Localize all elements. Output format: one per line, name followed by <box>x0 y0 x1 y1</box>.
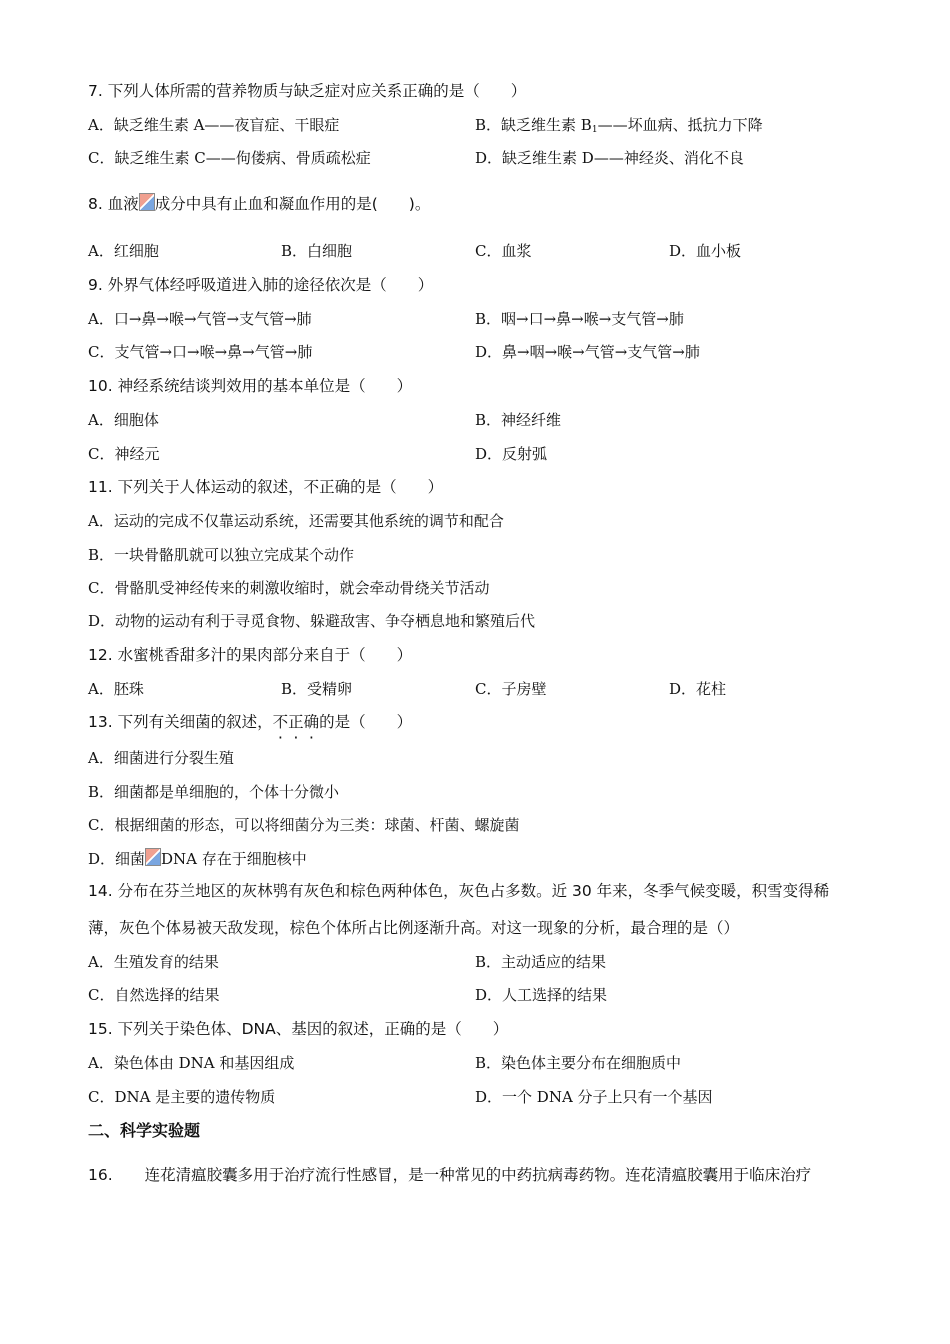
question-number: 15. <box>88 1020 113 1038</box>
q13-option-c: C．根据细菌的形态，可以将细菌分为三类：球菌、杆菌、螺旋菌 <box>88 816 520 834</box>
broken-image-icon <box>139 193 155 211</box>
q11-option-a: A．运动的完成不仅靠运动系统，还需要其他系统的调节和配合 <box>88 512 504 530</box>
q8-option-a: A．红细胞 <box>88 242 159 260</box>
q9-option-d: D．鼻→咽→喉→气管→支气管→肺 <box>475 343 700 361</box>
q7-option-b: B．缺乏维生素 $B_1——$坏血病、抵抗力下降 <box>475 116 763 135</box>
question-number: 9. <box>88 276 103 294</box>
q10-option-c: C．神经元 <box>88 445 160 463</box>
q8-option-d: D．血小板 <box>669 242 742 260</box>
q14-option-b: B．主动适应的结果 <box>475 953 607 971</box>
q12-option-d: D．花柱 <box>669 680 727 698</box>
question-number: 10. <box>88 377 113 395</box>
question-13-stem: 13. 下列有关细菌的叙述，不正确的是（ ） <box>88 713 413 731</box>
question-7-stem: 7. 下列人体所需的营养物质与缺乏症对应关系正确的是（ ） <box>88 82 527 100</box>
question-14-stem: 14. 分布在芬兰地区的灰林鸮有灰色和棕色两种体色，灰色占多数。近 30 年来，冬季气候变暖，积雪变得稀 <box>88 882 830 900</box>
emphasis-char: 正 <box>288 713 304 731</box>
q7-option-d: D．缺乏维生素 D——神经炎、消化不良 <box>475 149 744 167</box>
q9-option-a: A．口→鼻→喉→气管→支气管→肺 <box>88 310 312 328</box>
q15-option-a: A．染色体由 DNA 和基因组成 <box>88 1054 295 1072</box>
q14-option-d: D．人工选择的结果 <box>475 986 608 1004</box>
q10-option-d: D．反射弧 <box>475 445 548 463</box>
question-14-stem-cont: 薄，灰色个体易被天敌发现，棕色个体所占比例逐渐升高。对这一现象的分析，最合理的是（） <box>88 919 740 937</box>
q13-option-b: B．细菌都是单细胞的，个体十分微小 <box>88 783 340 801</box>
q9-option-b: B．咽→口→鼻→喉→支气管→肺 <box>475 310 684 328</box>
q11-option-d: D．动物的运动有利于寻觅食物、躲避敌害、争夺栖息地和繁殖后代 <box>88 612 536 630</box>
q12-option-a: A．胚珠 <box>88 680 144 698</box>
question-number: 14. <box>88 882 113 900</box>
q8-option-b: B．白细胞 <box>281 242 353 260</box>
section-heading: 二、科学实验题 <box>88 1121 201 1140</box>
q7-option-a: A．缺乏维生素 A——夜盲症、干眼症 <box>88 116 340 134</box>
q11-option-c: C．骨骼肌受神经传来的刺激收缩时，就会牵动骨绕关节活动 <box>88 579 490 597</box>
q7-option-c: C．缺乏维生素 C——佝偻病、骨质疏松症 <box>88 149 371 167</box>
q15-option-c: C．DNA 是主要的遗传物质 <box>88 1088 276 1106</box>
question-number: 16. <box>88 1166 113 1184</box>
q10-option-b: B．神经纤维 <box>475 411 562 429</box>
question-16-stem: 16. 连花清瘟胶囊多用于治疗流行性感冒，是一种常见的中药抗病毒药物。连花清瘟胶囊用于临床治疗 <box>88 1166 812 1184</box>
question-15-stem: 15. 下列关于染色体、DNA、基因的叙述，正确的是（ ） <box>88 1020 509 1038</box>
emphasis-char: 确 <box>303 713 320 731</box>
q15-option-d: D．一个 DNA 分子上只有一个基因 <box>475 1088 713 1106</box>
q14-option-c: C．自然选择的结果 <box>88 986 220 1004</box>
question-number: 11. <box>88 478 113 496</box>
question-number: 7. <box>88 82 103 100</box>
question-number: 12. <box>88 646 113 664</box>
q9-option-c: C．支气管→口→喉→鼻→气管→肺 <box>88 343 313 361</box>
q8-option-c: C．血浆 <box>475 242 532 260</box>
question-9-stem: 9. 外界气体经呼吸道进入肺的途径依次是（ ） <box>88 276 434 294</box>
q14-option-a: A．生殖发育的结果 <box>88 953 219 971</box>
q15-option-b: B．染色体主要分布在细胞质中 <box>475 1054 682 1072</box>
question-number: 8. <box>88 195 103 213</box>
q13-option-a: A．细菌进行分裂生殖 <box>88 749 234 767</box>
q11-option-b: B．一块骨骼肌就可以独立完成某个动作 <box>88 546 355 564</box>
emphasis-char: 不 <box>272 713 289 731</box>
broken-image-icon <box>145 848 161 866</box>
question-10-stem: 10. 神经系统结谈判效用的基本单位是（ ） <box>88 377 413 395</box>
question-11-stem: 11. 下列关于人体运动的叙述，不正确的是（ ） <box>88 478 444 496</box>
q10-option-a: A．细胞体 <box>88 411 159 429</box>
question-number: 13. <box>88 713 113 731</box>
question-12-stem: 12. 水蜜桃香甜多汁的果肉部分来自于（ ） <box>88 646 413 664</box>
q12-option-b: B．受精卵 <box>281 680 353 698</box>
q12-option-c: C．子房壁 <box>475 680 547 698</box>
question-8-stem: 8. 血液 成分中具有止血和凝血作用的是( )。 <box>88 195 431 213</box>
q13-option-d: D．细菌 DNA 存在于细胞核中 <box>88 850 307 868</box>
